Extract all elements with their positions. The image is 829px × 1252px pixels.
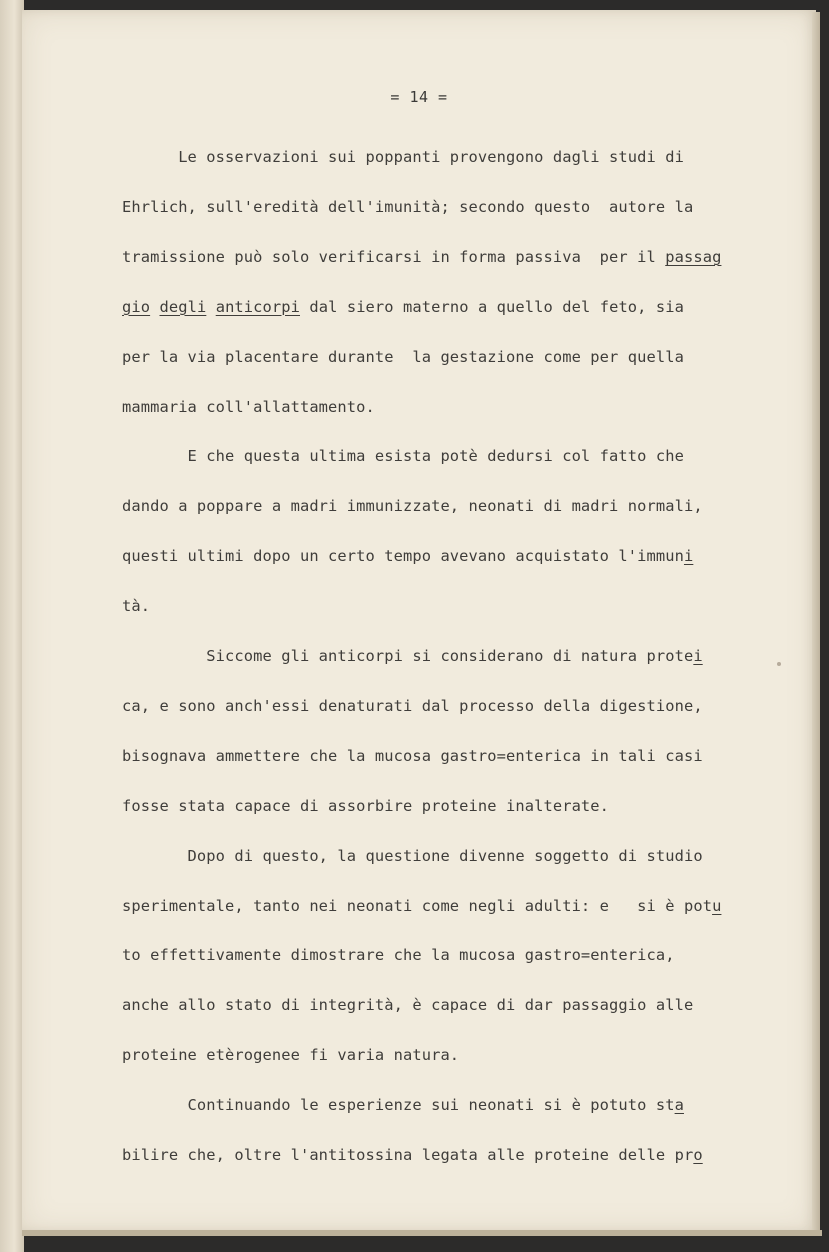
text-run: Continuando le esperienze sui neonati si è potuto st — [122, 1096, 675, 1115]
text-run: to effettivamente dimostrare che la mucosa gastro=enterica, — [122, 946, 675, 965]
text-line — [122, 797, 609, 815]
underlined-text: a — [674, 1096, 684, 1115]
text-run: questi ultimi dopo un certo tempo avevano acquistato l'immun — [122, 547, 684, 566]
underlined-text: u — [712, 896, 722, 915]
text-run: sperimentale, tanto nei neonati come negli adulti: e si è pot — [122, 896, 713, 915]
text-line — [122, 697, 703, 715]
text-run: ca, e sono anch'essi denaturati dal processo della digestione, — [122, 696, 703, 715]
text-run: bisognava ammettere che la mucosa gastro=enterica in tali casi — [122, 746, 703, 765]
text-run: per la via placentare durante la gestazione come per quella — [122, 347, 684, 366]
bottom-page-edge — [22, 1230, 822, 1236]
underlined-text: anticorpi — [215, 297, 300, 316]
text-line — [122, 1146, 703, 1164]
text-line — [122, 847, 703, 865]
text-line — [122, 348, 684, 366]
page-number: = 14 = — [390, 88, 448, 106]
text-run: Ehrlich, sull'eredità dell'imunità; secondo questo autore la — [122, 197, 694, 216]
text-line — [122, 148, 684, 166]
text-line — [122, 996, 693, 1014]
text-line — [122, 1096, 684, 1114]
text-run: proteine etèrogenee fi varia natura. — [122, 1046, 460, 1065]
text-line — [122, 248, 721, 266]
typewritten-page — [22, 10, 816, 1232]
text-line — [122, 398, 375, 416]
left-page-edge — [0, 0, 24, 1252]
text-run: anche allo stato di integrità, è capace di dar passaggio alle — [122, 996, 694, 1015]
text-run: dando a poppare a madri immunizzate, neonati di madri normali, — [122, 497, 703, 516]
underlined-text: i — [683, 547, 694, 566]
text-line — [122, 497, 703, 515]
text-line — [122, 946, 675, 964]
text-run: Dopo di questo, la questione divenne soggetto di studio — [122, 846, 703, 865]
underlined-text: i — [693, 647, 703, 665]
text-run: fosse stata capace di assorbire proteine inalterate. — [122, 796, 610, 815]
text-line — [122, 298, 684, 316]
underlined-text: o — [693, 1146, 703, 1164]
text-run: dal siero materno a quello del feto, sia — [300, 297, 685, 316]
text-line — [122, 547, 693, 565]
right-page-edge — [812, 12, 820, 1232]
underlined-text: gio — [122, 297, 151, 316]
text-line — [122, 198, 693, 216]
text-run: Siccome gli anticorpi si considerano di natura prote — [122, 647, 694, 665]
text-run: bilire che, oltre l'antitossina legata alle proteine delle pr — [122, 1146, 694, 1164]
text-line — [122, 1046, 459, 1064]
text-line — [122, 747, 703, 765]
underlined-text: degli — [159, 297, 207, 316]
text-run: mammaria coll'allattamento. — [122, 397, 375, 416]
ink-spot — [777, 662, 781, 666]
text-run: E che questa ultima esista potè dedursi col fatto che — [122, 447, 684, 466]
text-run: tà. — [122, 597, 151, 616]
text-run — [206, 298, 215, 316]
text-line — [122, 597, 150, 615]
text-line — [122, 447, 684, 465]
text-run: tramissione può solo verificarsi in forma passiva per il — [122, 247, 666, 266]
underlined-text: passag — [665, 247, 722, 266]
text-run: Le osservazioni sui poppanti provengono dagli studi di — [122, 148, 684, 166]
text-line — [122, 897, 721, 915]
text-line — [122, 647, 703, 665]
